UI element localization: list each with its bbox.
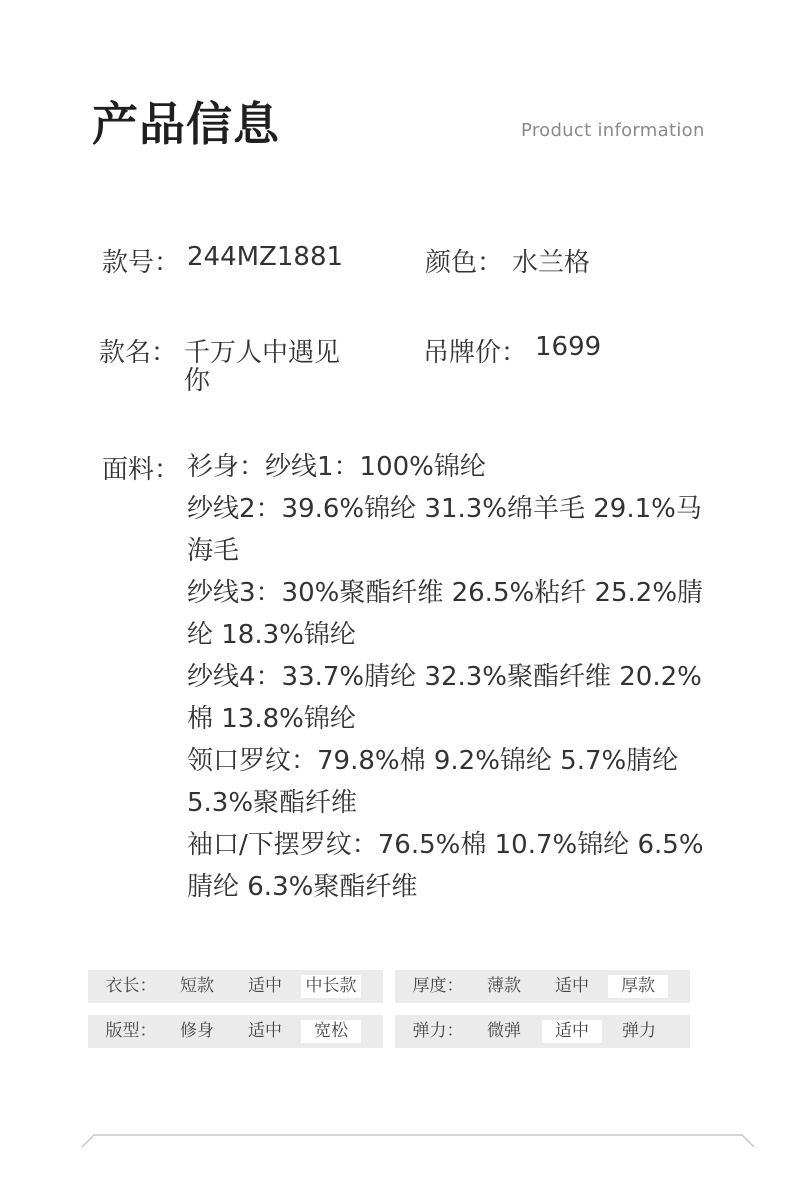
fit-option-loose: 宽松 [301, 1020, 361, 1043]
top-divider [0, 160, 790, 180]
style-name-value-line1: 千万人中遇见 [184, 338, 341, 368]
fit-label: 版型： [105, 1021, 157, 1041]
length-label: 衣长： [105, 976, 157, 996]
fabric-line: 纱线3：30%聚酯纤维 26.5%粘纤 25.2%腈 [187, 578, 704, 608]
fabric-line: 袖口/下摆罗纹：76.5%棉 10.7%锦纶 6.5% [187, 830, 704, 860]
fabric-line: 领口罗纹：79.8%棉 9.2%锦纶 5.7%腈纶 [187, 746, 679, 776]
elasticity-option-stretch: 弹力 [622, 1021, 656, 1041]
elasticity-label: 弹力： [412, 1021, 464, 1041]
page-subtitle: Product information [521, 120, 705, 141]
attribute-row-1 [88, 970, 690, 1003]
fit-panel [88, 1015, 383, 1048]
style-name-value-line2: 你 [184, 366, 211, 396]
fit-option-regular: 适中 [248, 1021, 282, 1041]
style-name-label: 款名： [99, 338, 178, 368]
color-label: 颜色： [425, 248, 504, 278]
tag-price-label: 吊牌价： [423, 338, 528, 368]
thickness-option-thick: 厚款 [608, 975, 668, 998]
length-panel [88, 970, 383, 1003]
thickness-label: 厚度： [412, 976, 464, 996]
fabric-line: 棉 13.8%锦纶 [187, 704, 356, 734]
color-value: 水兰格 [512, 248, 591, 278]
fit-option-slim: 修身 [180, 1021, 214, 1041]
fabric-label: 面料： [102, 455, 181, 485]
fabric-line: 5.3%聚酯纤维 [187, 788, 358, 818]
fabric-line: 纱线2：39.6%锦纶 31.3%绵羊毛 29.1%马 [187, 494, 702, 524]
bottom-divider [0, 1125, 790, 1155]
fabric-line: 海毛 [187, 536, 240, 566]
length-option-medium: 适中 [248, 976, 282, 996]
thickness-option-medium: 适中 [555, 976, 589, 996]
fabric-line: 纱线4：33.7%腈纶 32.3%聚酯纤维 20.2% [187, 662, 702, 692]
thickness-panel [395, 970, 690, 1003]
tag-price-value: 1699 [535, 332, 602, 362]
style-number-label: 款号： [102, 248, 181, 278]
thickness-option-thin: 薄款 [487, 976, 521, 996]
fabric-line: 纶 18.3%锦纶 [187, 620, 356, 650]
attribute-row-2 [88, 1015, 690, 1048]
elasticity-option-slight: 微弹 [487, 1021, 521, 1041]
elasticity-panel [395, 1015, 690, 1048]
length-option-short: 短款 [180, 976, 214, 996]
fabric-line: 腈纶 6.3%聚酯纤维 [187, 872, 418, 902]
length-option-midlong: 中长款 [301, 975, 361, 998]
page-title: 产品信息 [92, 97, 280, 151]
style-number-value: 244MZ1881 [187, 242, 344, 272]
elasticity-option-medium: 适中 [542, 1020, 602, 1043]
fabric-line: 衫身：纱线1：100%锦纶 [187, 452, 486, 482]
fabric-composition [187, 446, 747, 908]
